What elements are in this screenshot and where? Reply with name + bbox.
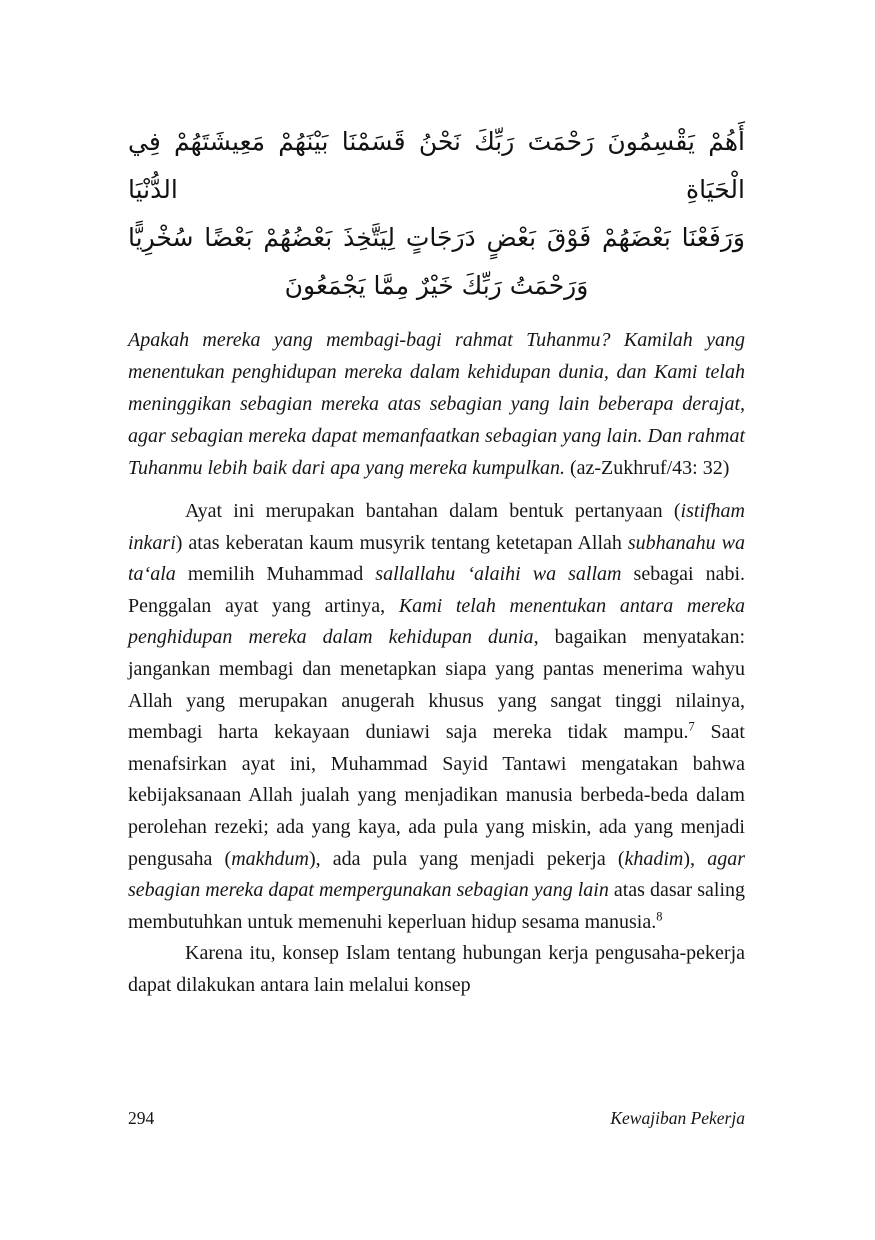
running-title: Kewajiban Pekerja	[610, 1108, 745, 1128]
page-number: 294	[128, 1108, 155, 1128]
verse-translation: Apakah mereka yang membagi-bagi rahmat Tuhanmu? Kamilah yang menentukan penghidupan mereka dalam kehidupan dunia, dan Kami telah meninggikan sebagian mereka atas sebagian yang lain beberapa derajat, agar sebagian mereka dapat memanfaatkan sebagian yang lain. Dan rahmat Tuhanmu lebih baik dari apa yang mereka kumpulkan. (az-Zukhruf/43: 32)	[128, 329, 745, 479]
page-footer	[128, 1108, 745, 1129]
arabic-verse-line: وَرَفَعْنَا بَعْضَهُمْ فَوْقَ بَعْضٍ دَرَجَاتٍ لِيَتَّخِذَ بَعْضُهُمْ بَعْضًا سُخْرِيًّا	[128, 223, 745, 252]
arabic-verse-line: أَهُمْ يَقْسِمُونَ رَحْمَتَ رَبِّكَ نَحْنُ قَسَمْنَا بَيْنَهُمْ مَعِيشَتَهُمْ فِي الْحَيَاةِ الدُّنْيَا	[128, 127, 745, 204]
body-paragraph-2: Karena itu, konsep Islam tentang hubungan kerja pengusaha-pekerja dapat dilakukan antara lain melalui konsep	[128, 942, 745, 996]
arabic-verse-line: وَرَحْمَتُ رَبِّكَ خَيْرٌ مِمَّا يَجْمَعُونَ	[284, 271, 589, 300]
quran-verse-arabic	[128, 118, 745, 310]
body-paragraph-1: Ayat ini merupakan bantahan dalam bentuk pertanyaan (istifham inkari) atas keberatan kaum musyrik tentang ketetapan Allah subhanahu wa ta‘ala memilih Muhammad sallallahu ‘alaihi wa sallam sebagai nabi. Penggalan ayat yang artinya, Kami telah menentukan antara mereka penghidupan mereka dalam kehidupan dunia, bagaikan menyatakan: jangankan membagi dan menetapkan siapa yang pantas menerima wahyu Allah yang merupakan anugerah khusus yang sangat tinggi nilainya, membagi harta kekayaan duniawi saja mereka tidak mampu.$^7$ Saat menafsirkan ayat ini, Muhammad Sayid Tantawi mengatakan bahwa kebijaksanaan Allah jualah yang menjadikan manusia berbeda-beda dalam perolehan rezeki; ada yang kaya, ada pula yang miskin, ada yang menjadi pengusaha (makhdum), ada pula yang menjadi pekerja (khadim), agar sebagian mereka dapat mempergunakan sebagian yang lain atas dasar saling membutuhkan untuk memenuhi keperluan hidup sesama manusia.$^8$	[128, 500, 746, 933]
